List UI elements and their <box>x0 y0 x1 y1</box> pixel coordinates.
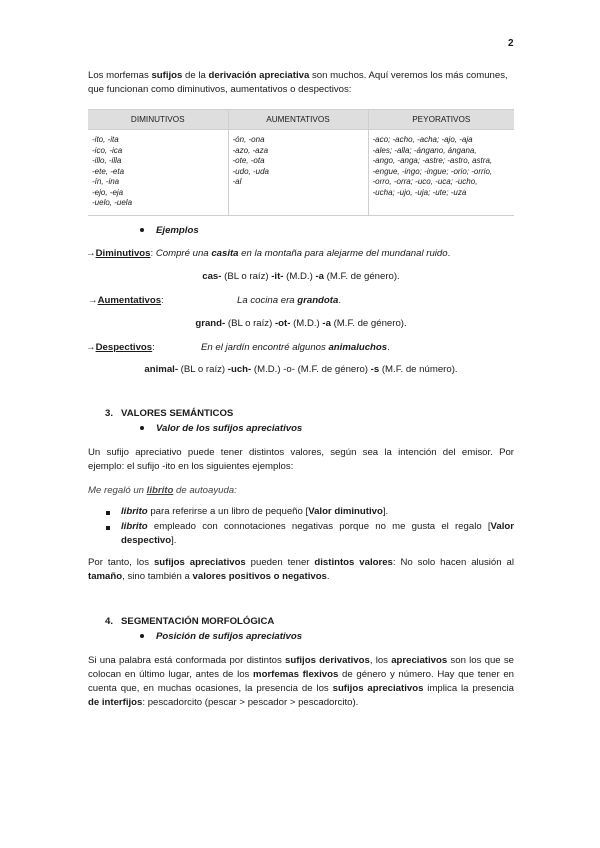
section-3-subheading: Valor de los sufijos apreciativos <box>140 422 302 436</box>
despectivos-segmentation: animal- (BL o raíz) -uch- (M.D.) -o- (M.F. de género) -s (M.F. de número). <box>144 364 458 375</box>
square-bullet <box>106 511 110 515</box>
suffix-table <box>88 109 514 216</box>
header-aumentativos: AUMENTATIVOS <box>228 110 368 130</box>
aumentativos-sentence: La cocina era grandota. <box>237 295 341 306</box>
bullet-dot <box>140 634 144 638</box>
section-4-paragraph: Si una palabra está conformada por distintos sufijos derivativos, los apreciativos son los que se colocan en último lugar, antes de los morfemas flexivos de género y número. Hay que tener en cuenta que, en muchas ocasiones, la presencia de los sufijos apreciativos implica la presencia de interfijos: pescadorcito (pescar > pescador > pescadorcito). <box>88 655 515 708</box>
header-peyorativos: PEYORATIVOS <box>368 110 514 130</box>
despectivos-sentence: En el jardín encontré algunos animaluchos. <box>201 342 390 353</box>
list-item: librito empleado con connotaciones negativas porque no me gusta el regalo [Valor despectivo]. <box>121 520 514 548</box>
cell-aumentativos: -ón, -ona -azo, -aza -ote, -ota -udo, -uda -al <box>228 130 368 216</box>
list-item: librito para referirse a un libro de pequeño [Valor diminutivo]. <box>121 505 514 519</box>
intro-line-2: que funcionan como diminutivos, aumentativos o despectivos: <box>88 83 352 95</box>
arrow-icon: → <box>86 342 96 353</box>
section-3-example: Me regaló un librito de autoayuda: <box>88 485 237 496</box>
square-bullet <box>106 526 110 530</box>
aumentativos-example: →Aumentativos: <box>88 295 164 306</box>
section-4-subheading: Posición de sufijos apreciativos <box>140 630 302 644</box>
bullet-dot <box>140 228 144 232</box>
diminutivos-example: →Diminutivos: Compré una casita en la montaña para alejarme del mundanal ruido. <box>86 248 451 259</box>
aumentativos-segmentation: grand- (BL o raíz) -ot- (M.D.) -a (M.F. de género). <box>195 318 407 329</box>
section-3-heading: 3. VALORES SEMÁNTICOS <box>105 408 234 419</box>
diminutivos-segmentation: cas- (BL o raíz) -it- (M.D.) -a (M.F. de género). <box>202 271 400 282</box>
arrow-icon: → <box>88 295 98 306</box>
despectivos-example: →Despectivos: <box>86 342 155 353</box>
page-number: 2 <box>508 38 514 49</box>
cell-peyorativos: -aco; -acho, -acha; -ajo, -aja -ales; -alla; -ángano, ángana, -ango, -anga; -astre; -astro, astra, -engue, -ingo; -ingue; -orio; -orrio, -orro, -orra; -uco, -uca; -ucho, -ucha; -ujo, -uja; -ute; -uza <box>368 130 514 216</box>
section-3-paragraph-1: Un sufijo apreciativo puede tener distintos valores, según sea la intención del emisor. Por ejemplo: el sufijo -ito en los siguientes ejemplos: <box>88 447 514 472</box>
intro-line-1: Los morfemas sufijos de la derivación apreciativa son muchos. Aquí veremos los más comunes, <box>88 70 508 81</box>
section-4-heading: 4. SEGMENTACIÓN MORFOLÓGICA <box>105 616 275 627</box>
bullet-dot <box>140 426 144 430</box>
cell-diminutivos: -ito, -ita -ico, -ica -illo, -illa -ete, -eta -ín, -ina -ejo, -eja -uelo, -uela <box>88 130 228 216</box>
intro-paragraph <box>88 69 514 97</box>
arrow-icon: → <box>86 248 96 259</box>
ejemplos-bullet: Ejemplos <box>140 224 199 238</box>
header-diminutivos: DIMINUTIVOS <box>88 110 228 130</box>
section-3-paragraph-2: Por tanto, los sufijos apreciativos pueden tener distintos valores: No solo hacen alusión al tamaño, sino también a valores positivos o negativos. <box>88 557 514 582</box>
